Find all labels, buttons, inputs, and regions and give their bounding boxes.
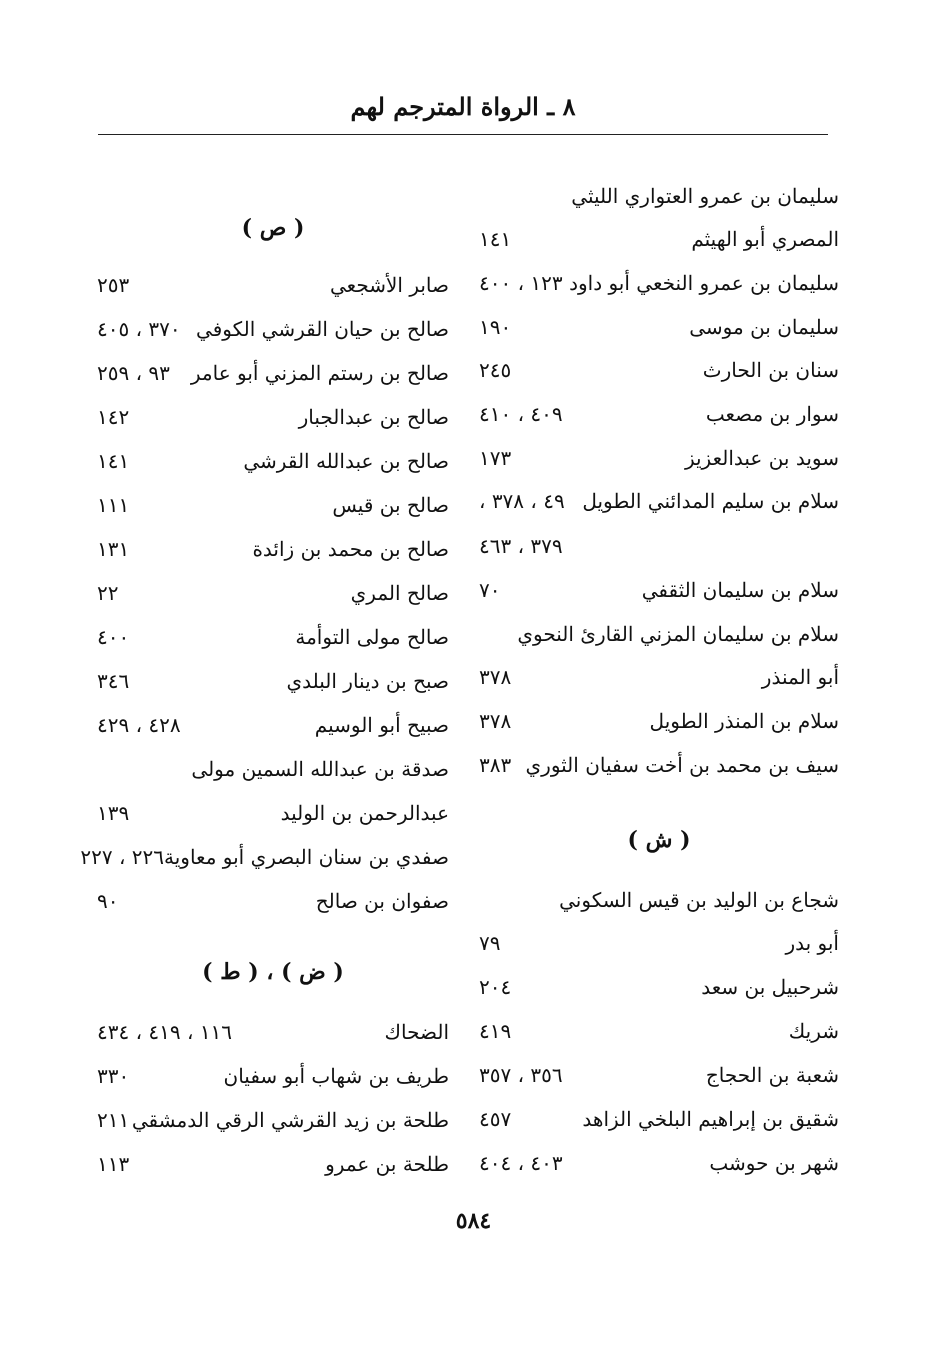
narrator-name: صالح مولى التوأمة [295,625,449,649]
page-references: ٣٨٣ [479,753,512,777]
index-entry [97,353,449,393]
narrator-name: سليمان بن عمرو العتواري الليثي [571,184,839,208]
page-references: ١٤١ [97,449,130,473]
section-letter: ( ش ) [627,827,691,853]
narrator-name: سليمان بن موسى [689,315,839,339]
page-references: ١٤١ [479,227,512,251]
page-references: ٤٩ ، ٣٧٨ ، [479,489,565,513]
page-references: ٢٢ [97,581,119,605]
page-references: ٩٣ ، ٢٥٩ [97,361,170,385]
narrator-name: أبو المنذر [761,665,839,689]
index-entry [479,745,839,785]
narrator-name: سوار بن مصعب [705,402,839,426]
page-number: ٥٨٤ [455,1208,492,1234]
narrator-name: صدقة بن عبدالله السمين مولى [191,757,449,781]
narrator-name: سلام بن المنذر الطويل [649,709,839,733]
index-entry [479,1099,839,1139]
index-entry [479,307,839,347]
narrator-name: المصري أبو الهيثم [691,227,839,251]
index-entry [97,1012,449,1052]
page-references: ٤٢٨ ، ٤٢٩ [97,713,181,737]
narrator-name: الضحاك [384,1020,449,1044]
narrator-name: سنان بن الحارث [702,358,839,382]
page-references: ١٧٣ [479,446,512,470]
narrator-name: صفوان بن صالح [315,889,449,913]
page-references: ١١٦ ، ٤١٩ ، ٤٣٤ [97,1020,233,1044]
narrator-name: سليمان بن عمرو النخعي أبو داود [569,271,839,295]
page-references: ٢٢٦ ، ٢٢٧ [80,845,165,869]
index-entry [479,1143,839,1183]
page-references: ٤١٩ [479,1019,512,1043]
narrator-name: صالح بن حيان القرشي الكوفي [196,317,449,341]
page-references: ١٣٩ [97,801,130,825]
index-entry [97,881,449,921]
narrator-name: سلام بن سليمان المزني القارئ النحوي [517,622,839,646]
narrator-name: صالح بن قيس [332,493,449,517]
page-references: ٢٥٣ [97,273,130,297]
narrator-name: سلام بن سليم المدائني الطويل [582,489,839,513]
page-references: ٧٠ [479,578,501,602]
index-entry [97,573,449,613]
index-entry [479,614,839,654]
page-references: ٣٣٠ [97,1064,130,1088]
narrator-name: صالح بن عبدالجبار [298,405,449,429]
index-entry [97,529,449,569]
index-entry [479,176,839,216]
narrator-name: شهر بن حوشب [709,1151,839,1175]
narrator-name: صفدي بن سنان البصري أبو معاوية [164,845,449,869]
page-references: ٤٥٧ [479,1107,512,1131]
page-references: ٣٧٩ ، ٤٦٣ [479,534,563,558]
index-entry [479,438,839,478]
section-letter: ( ض ) ، ( ط ) [202,959,344,985]
narrator-name: شرحبيل بن سعد [701,975,839,999]
index-entry [97,309,449,349]
index-entry [479,219,839,259]
narrator-name: سويد بن عبدالعزيز [684,446,839,470]
header-rule [98,134,828,135]
index-entry [97,705,449,745]
narrator-name: شقيق بن إبراهيم البلخي الزاهد [582,1107,839,1131]
index-entry [479,481,839,521]
index-entry [97,661,449,701]
index-entry [479,880,839,920]
narrator-name: صبح بن دينار البلدي [286,669,449,693]
index-entry [479,967,839,1007]
index-entry [97,1100,449,1140]
index-entry [479,657,839,697]
page-references: ١٩٠ [479,315,512,339]
narrator-name: شجاع بن الوليد بن قيس السكوني [559,888,839,912]
page-references: ٣٧٨ [479,665,512,689]
narrator-name: شعبة بن الحجاج [705,1063,839,1087]
narrator-name: صابر الأشجعي [330,273,449,297]
narrator-name: صالح بن رستم المزني أبو عامر [190,361,449,385]
index-entry [479,570,839,610]
index-entry [479,923,839,963]
index-entry [479,526,839,566]
index-entry [97,441,449,481]
narrator-name: صالح المري [350,581,449,605]
page-references: ٢٤٥ [479,358,512,382]
page-references: ٢١١ [97,1108,130,1132]
page-references: ١٤٢ [97,405,130,429]
narrator-name: طريف بن شهاب أبو سفيان [223,1064,449,1088]
page-references: ٤٠٠ [97,625,130,649]
index-entry [479,350,839,390]
page-references: ٩٠ [97,889,119,913]
index-entry [479,263,839,303]
page-references: ٣٧٨ [479,709,512,733]
narrator-name: شريك [788,1019,839,1043]
page-references: ٧٩ [479,931,501,955]
running-header: ٨ ـ الرواة المترجم لهم [350,92,576,121]
section-letter: ( ص ) [241,215,305,241]
page-references: ٤٠٩ ، ٤١٠ [479,402,563,426]
narrator-name: سلام بن سليمان الثقفي [641,578,839,602]
page-references: ٤٠٣ ، ٤٠٤ [479,1151,563,1175]
page-references: ١١٣ [97,1152,130,1176]
page-references: ٢٠٤ [479,975,512,999]
narrator-name: صالح بن عبدالله القرشي [243,449,449,473]
index-entry [97,397,449,437]
index-entry [479,1055,839,1095]
index-entry [97,793,449,833]
narrator-name: طلحة بن زيد القرشي الرقي الدمشقي [131,1108,449,1132]
index-entry [80,837,449,877]
narrator-name: صالح بن محمد بن زائدة [252,537,449,561]
index-entry [97,485,449,525]
index-entry [97,1056,449,1096]
narrator-name: عبدالرحمن بن الوليد [280,801,449,825]
page-references: ٣٧٠ ، ٤٠٥ [97,317,181,341]
index-entry [97,1144,449,1184]
page-references: ١١١ [97,493,130,517]
index-entry [97,265,449,305]
index-entry [97,749,449,789]
index-entry [479,1011,839,1051]
index-entry [479,394,839,434]
page-references: ١٣١ [97,537,130,561]
page-references: ٣٤٦ [97,669,130,693]
narrator-name: طلحة بن عمرو [325,1152,449,1176]
page-references: ٣٥٦ ، ٣٥٧ [479,1063,563,1087]
narrator-name: سيف بن محمد بن أخت سفيان الثوري [525,753,839,777]
page-references: ١٢٣ ، ٤٠٠ [479,271,563,295]
index-entry [97,617,449,657]
index-entry [479,701,839,741]
narrator-name: أبو بدر [785,931,839,955]
narrator-name: صبيح أبو الوسيم [314,713,449,737]
